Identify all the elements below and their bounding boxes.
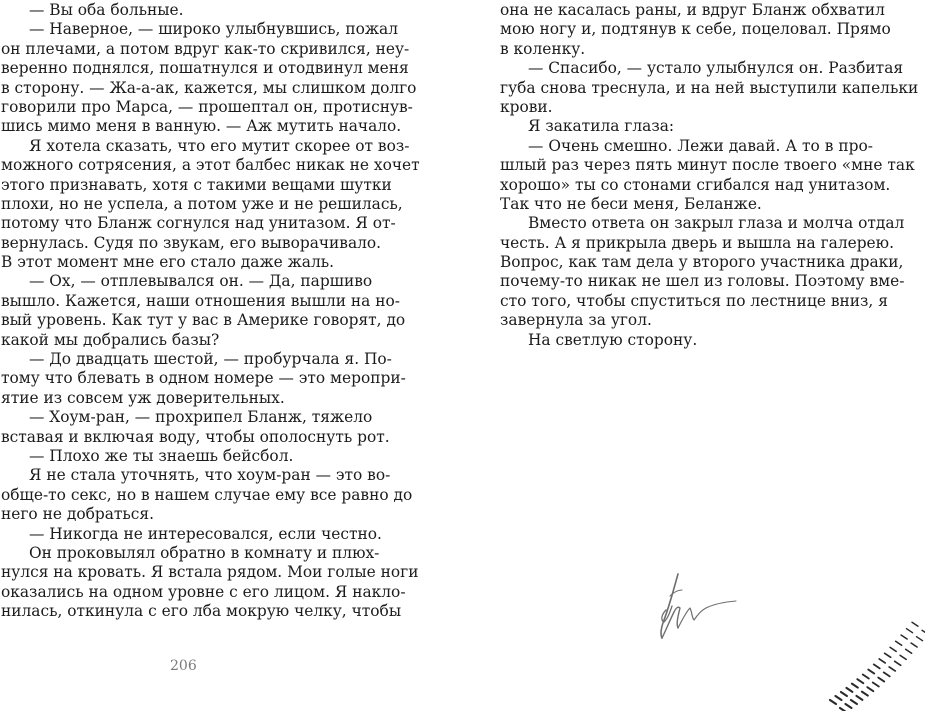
tire-tread-mark xyxy=(885,653,891,657)
tire-tread-mark xyxy=(857,679,863,683)
text-line: завернула за угол. xyxy=(500,311,652,330)
tire-tread-mark xyxy=(835,696,841,700)
tire-tread-mark xyxy=(884,672,890,676)
tire-tread-mark xyxy=(911,643,917,647)
text-line: губа снова треснула, и на ней выступили капельки xyxy=(500,78,919,97)
text-line: Так что не беси меня, Беланже. xyxy=(500,194,762,213)
tire-tread-mark xyxy=(867,687,873,691)
text-line: в сторону. — Жа-а-ак, кажется, мы слишком долго xyxy=(1,78,417,97)
tire-tread-mark xyxy=(862,692,868,696)
tire-tread-mark xyxy=(845,704,851,708)
tire-tread-mark xyxy=(878,678,884,682)
tire-tread-mark xyxy=(841,692,847,696)
text-line: Он проковылял обратно в комнату и плюх- xyxy=(29,543,380,562)
text-line: В этот момент мне его стало даже жаль. xyxy=(1,253,334,272)
text-line: сто того, чтобы спуститься по лестнице вниз, я xyxy=(500,291,888,310)
text-line: вернулась. Судя по звукам, его выворачивало. xyxy=(1,233,382,252)
text-line: вставая и включая воду, чтобы ополоснуть рот. xyxy=(1,427,390,446)
text-line: ятие из совсем уж доверительных. xyxy=(1,388,285,407)
tire-tread-mark xyxy=(863,674,869,678)
text-line: мою ногу и, подтянув к себе, поцеловал. Прямо xyxy=(500,20,891,39)
tire-tread-mark xyxy=(907,629,913,633)
tire-tread-mark xyxy=(889,667,895,671)
text-line: обще-то секс, но в нашем случае ему все равно до xyxy=(1,485,413,504)
text-line: веренно поднялся, пошатнулся и отодвинул меня xyxy=(1,59,409,78)
page-number: 206 xyxy=(170,658,197,674)
text-line: можного сотрясения, а этот балбес никак не хочет xyxy=(1,156,420,175)
text-line: оказались на одном уровне с его лицом. Я накло- xyxy=(1,582,406,601)
text-line: тому что блевать в одном номере — это меропри- xyxy=(1,369,406,388)
tire-tread-mark xyxy=(906,649,912,653)
right-text-column xyxy=(500,1,919,350)
text-line: него не добраться. xyxy=(1,505,154,524)
tire-track-icon xyxy=(830,618,925,711)
text-line: — До двадцать шестой, — пробурчала я. По- xyxy=(29,350,392,369)
left-text-column xyxy=(1,1,420,622)
text-line: он плечами, а потом вдруг как-то скривился, неу- xyxy=(1,39,410,58)
tire-tread-mark xyxy=(856,696,862,700)
tire-tread-mark xyxy=(901,635,907,639)
text-line: — Вы оба больные. xyxy=(29,1,184,19)
text-line: вышло. Кажется, наши отношения вышли на но- xyxy=(1,291,400,310)
text-line: — Очень смешно. Лежи давай. А то в про- xyxy=(528,136,873,155)
tire-tread-mark xyxy=(912,622,918,626)
text-line: почему-то никак не шел из головы. Поэтому вме- xyxy=(500,272,905,291)
tire-tread-mark xyxy=(900,655,906,659)
text-line: нулся на кровать. Я встала рядом. Мои голые ноги xyxy=(1,563,419,582)
tire-tread-mark xyxy=(852,684,858,688)
text-line: крови. xyxy=(500,97,553,116)
text-line: в коленку. xyxy=(500,39,586,58)
tire-tread-mark xyxy=(896,641,902,645)
tire-tread-mark xyxy=(830,700,836,704)
text-line: — Наверное, — широко улыбнувшись, пожал xyxy=(29,20,398,39)
text-line: шлый раз через пять минут после твоего «мне так xyxy=(500,156,915,175)
text-line: она не касалась раны, и вдруг Бланж обхватил xyxy=(500,1,885,19)
text-line: шись мимо меня в ванную. — Аж мутить начало. xyxy=(1,117,402,136)
text-line: — Хоум-ран, — прохрипел Бланж, тяжело xyxy=(29,408,373,427)
text-line: потому что Бланж согнулся над унитазом. Я от- xyxy=(1,214,396,233)
signature-icon xyxy=(648,568,748,648)
text-line: нилась, откинула с его лба мокрую челку, чтобы xyxy=(1,602,402,621)
text-line: Вместо ответа он закрыл глаза и молча отдал xyxy=(528,214,905,233)
text-line: На светлую сторону. xyxy=(528,330,698,349)
text-line: этого признавать, хотя с такими вещами шутки xyxy=(1,175,392,194)
tire-tread-mark xyxy=(846,688,852,692)
tire-tread-mark xyxy=(874,664,880,668)
text-line: плохи, но не успела, а потом уже и не решилась, xyxy=(1,194,403,213)
tire-tread-mark xyxy=(873,682,879,686)
tire-tread-mark xyxy=(895,661,901,665)
text-line: вый уровень. Как тут у вас в Америке говорят, до xyxy=(1,311,406,330)
text-line: честь. А я прикрыла дверь и вышла на галерею. xyxy=(500,233,894,252)
text-line: Вопрос, как там дела у второго участника драки, xyxy=(500,253,904,272)
text-line: какой мы добрались базы? xyxy=(1,330,220,349)
text-line: говорили про Марса, — прошептал он, протиснув- xyxy=(1,97,413,116)
text-line: — Никогда не интересовался, если честно. xyxy=(29,524,382,543)
text-line: Я закатила глаза: xyxy=(528,117,675,136)
tire-tread-mark xyxy=(868,670,874,674)
text-line: — Спасибо, — устало улыбнулся он. Разбитая xyxy=(528,59,904,78)
tire-tread-mark xyxy=(890,647,896,651)
text-line: — Плохо же ты знаешь бейсбол. xyxy=(29,446,294,465)
left-page xyxy=(0,0,462,711)
text-line: — Ох, — отплевывался он. — Да, паршиво xyxy=(29,272,373,291)
tire-tread-mark xyxy=(917,637,923,641)
tire-tread-mark xyxy=(879,659,885,663)
text-line: Я не стала уточнять, что хоум-ран — это во- xyxy=(29,466,391,485)
text-line: хорошо» ты со стонами сгибался над унитазом. xyxy=(500,175,891,194)
text-line: Я хотела сказать, что его мутит скорее от воз- xyxy=(29,136,410,155)
tire-tread-mark xyxy=(851,700,857,704)
